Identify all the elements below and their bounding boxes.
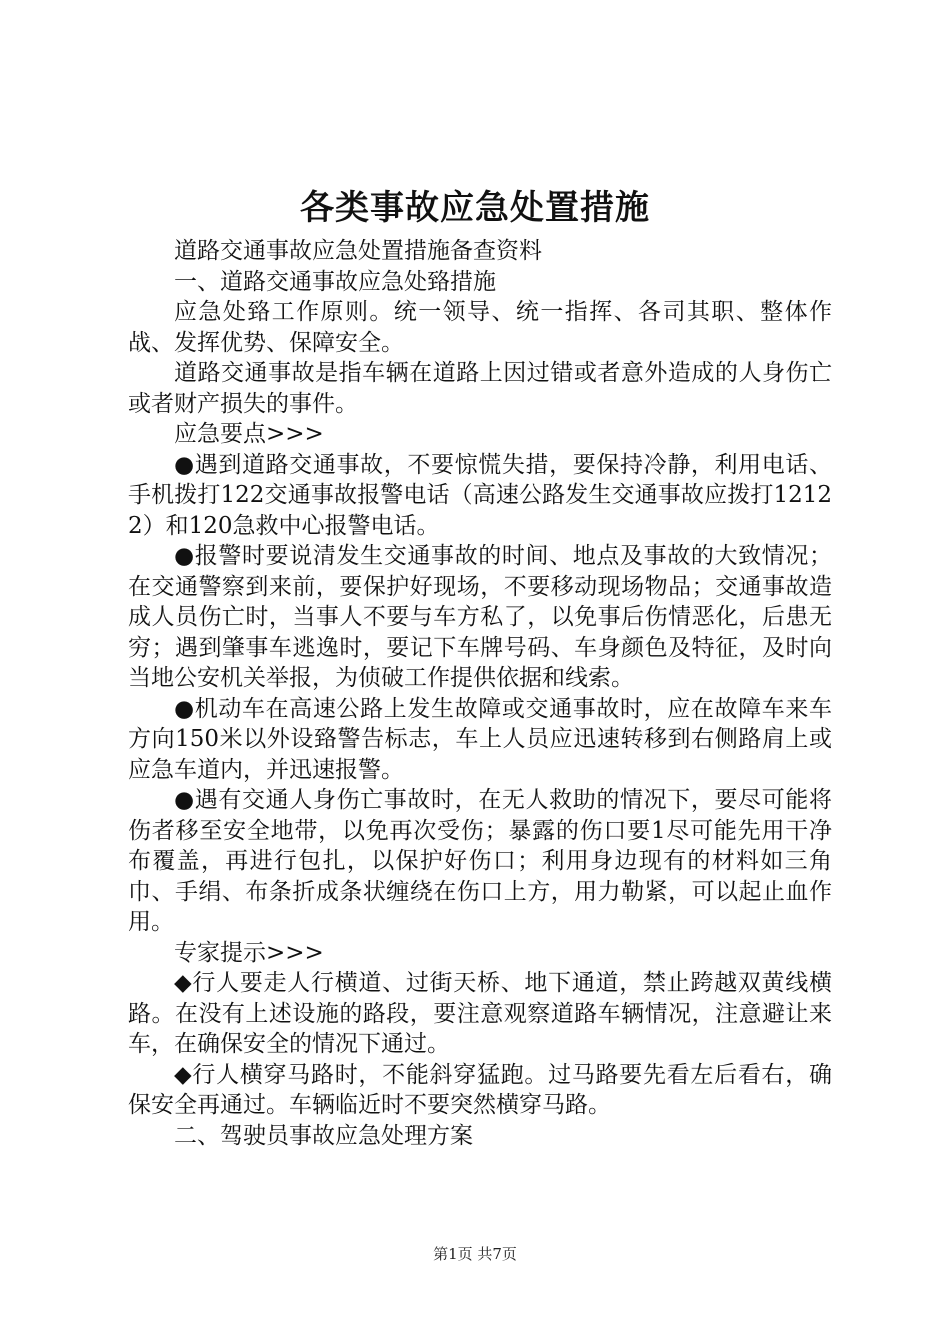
paragraph-definition: 道路交通事故是指车辆在道路上因过错或者意外造成的人身伤亡或者财产损失的事件。	[128, 360, 832, 417]
subheading-expert-tips: 专家提示>>>	[174, 939, 324, 966]
section-heading-1: 一、道路交通事故应急处臵措施	[174, 268, 496, 295]
paragraph-subtitle: 道路交通事故应急处置措施备查资料	[174, 238, 542, 264]
document-body	[128, 236, 832, 1151]
tip-paragraph-1: ◆行人要走人行横道、过街天桥、地下通道，禁止跨越双黄线横路。在没有上述设施的路段，要注意观察道路车辆情况，注意避让来车，在确保安全的情况下通过。	[128, 970, 832, 1057]
document-title: 各类事故应急处置措施	[300, 188, 650, 228]
bullet-paragraph-4: ●遇有交通人身伤亡事故时，在无人救助的情况下，要尽可能将伤者移至安全地带，以免再次受伤；暴露的伤口要1尽可能先用干净布覆盖，再进行包扎，以保护好伤口；利用身边现有的材料如三角巾、手绢、布条折成条状缠绕在伤口上方，用力勒紧，可以起止血作用。	[128, 787, 832, 935]
bullet-paragraph-2: ●报警时要说清发生交通事故的时间、地点及事故的大致情况；在交通警察到来前，要保护好现场，不要移动现场物品；交通事故造成人员伤亡时，当事人不要与车方私了，以免事后伤情恶化，后患无穷；遇到肇事车逃逸时，要记下车牌号码、车身颜色及特征，及时向当地公安机关举报，为侦破工作提供依据和线索。	[128, 543, 832, 691]
bullet-paragraph-1: ●遇到道路交通事故，不要惊慌失措，要保持冷静，利用电话、手机拨打122交通事故报警电话（高速公路发生交通事故应拨打12122）和120急救中心报警电话。	[128, 451, 832, 539]
paragraph-principle: 应急处臵工作原则。统一领导、统一指挥、各司其职、整体作战、发挥优势、保障安全。	[128, 299, 832, 356]
section-heading-2: 二、驾驶员事故应急处理方案	[174, 1122, 473, 1149]
page-footer: 第1页 共7页	[433, 1245, 517, 1263]
subheading-key-points: 应急要点>>>	[174, 421, 324, 447]
bullet-paragraph-3: ●机动车在高速公路上发生故障或交通事故时，应在故障车来车方向150米以外设臵警告标志，车上人员应迅速转移到右侧路肩上或应急车道内，并迅速报警。	[128, 695, 832, 783]
tip-paragraph-2: ◆行人横穿马路时，不能斜穿猛跑。过马路要先看左后看右，确保安全再通过。车辆临近时不要突然横穿马路。	[128, 1061, 832, 1118]
